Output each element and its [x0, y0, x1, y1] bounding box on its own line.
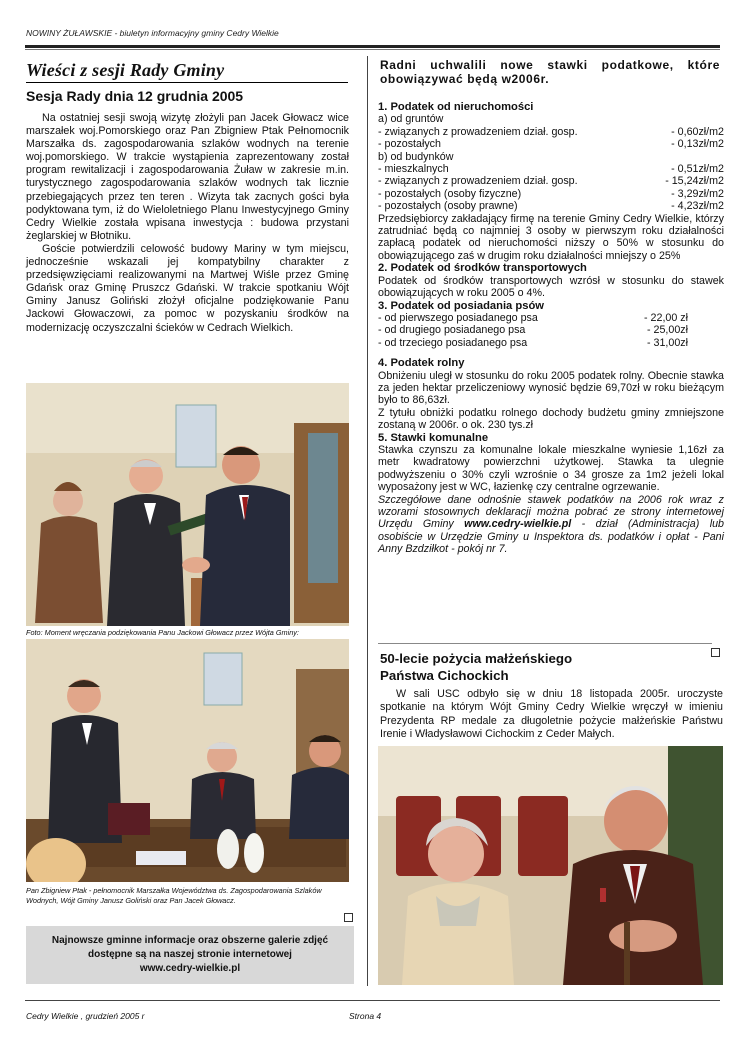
article-divider	[378, 643, 712, 644]
rate-label: - mieszkalnych	[378, 163, 449, 176]
rate-label: - związanych z prowadzeniem dział. gosp.	[378, 125, 578, 138]
tax4-text: Z tytułu obniżki podatku rolnego dochody budżetu gminy zmniejszone zostaną w 2006r. o ok. 230 tys.zł	[378, 406, 724, 432]
anniversary-article-body	[380, 688, 723, 741]
end-of-article-icon	[344, 913, 353, 922]
tax-rate-row	[378, 138, 724, 150]
tax1-sub-a: a) od gruntów	[378, 113, 444, 126]
photo-council-meeting	[26, 639, 349, 882]
rate-value: - 0,51zł/m2	[671, 163, 724, 176]
article-paragraph: Na ostatniej sesji swoją wizytę złożyli pan Jacek Głowacz wice marszałek woj.Pomorskiego oraz Pan Zbigniew Ptak Pełnomocnik Marszałka ds. zagospodarowania szlaków wodnych na terenie woj.pomorskiego. W trakcie wystąpienia zaprezentowany został program rewitalizacji i zagospodarowania Żuław w zakresie m.in. turystycznego zagospodarowania szlaków wodnych tak licznie przebiegających przez ten teren . Wizyta tak zacnych gości była podyktowana tym, iż do Wieloletniego Planu Inwestycyjnego Gminy Cedry Wielkie została wpisana inwestycja : budowa przystani żeglarskiej w Błotniku.	[26, 112, 349, 242]
website-promo-box	[26, 926, 354, 984]
anniversary-article-title	[380, 650, 572, 684]
rate-label: - pozostałych	[378, 138, 441, 151]
tax-rate-row	[378, 126, 724, 138]
tax2-heading: 2. Podatek od środków transportowych	[378, 262, 587, 275]
header-rule	[25, 45, 720, 48]
website-link[interactable]: www.cedry-wielkie.pl	[139, 963, 241, 974]
rate-value: - 0,13zł/m2	[671, 138, 724, 151]
tax2-text: Podatek od środków transportowych wzrósł w stosunku do stawek obowiązujących w roku 2005 o 4%.	[378, 274, 724, 300]
tax-rate-row	[378, 163, 724, 175]
header-rule-thin	[25, 49, 720, 50]
tax5-text: Stawka czynszu za komunalne lokale mieszkalne wyniesie 1,16zł za metr kwadratowy powierzchni użytkowej. Stawka ta ulegnie podwyższeniu o 30% czyli wzrośnie o 34 grosze za 1m2 jeżeli lokal wyposażony jest w WC, łazienkę czy centralne ogrzewanie.	[378, 443, 724, 494]
tax3-heading: 3. Podatek od posiadania psów	[378, 299, 544, 312]
photo2-caption: Pan Zbigniew Ptak - pełnomocnik Marszałka Województwa ds. Zagospodarowania Szlaków Wodnych, Wójt Gminy Janusz Goliński oraz Pan Jacek Głowacz.	[26, 886, 322, 905]
promo-line: Najnowsze gminne informacje oraz obszerne galerie zdjęć	[51, 935, 329, 946]
tax-rate-row	[378, 200, 724, 212]
rate-label: - od pierwszego posiadanego psa	[378, 311, 538, 324]
rate-value: - 0,60zł/m2	[671, 125, 724, 138]
article-paragraph: Goście potwierdzili celowość budowy Mariny w tym miejscu, jednocześnie wskazali jej kompatybilny charakter z przedsięwzięciami realizowanymi na Martwej Wiśle przez Gminę Gdańsk oraz Gminę Pruszcz Gdański. W trakcie spotkaniu Wójt Gminy Janusz Goliński złożył oficjalne podziękowanie Panu Jackowi Głowaczowi, za pomoc w pozyskaniu środków na modernizację oczyszczalni ścieków w Cedrach Wielkich.	[26, 242, 349, 334]
rate-value: - 22,00 zł	[644, 311, 688, 324]
newsletter-header: NOWINY ŻUŁAWSKIE - biuletyn informacyjny gminy Cedry Wielkie	[26, 28, 279, 38]
rate-label: - związanych z prowadzeniem dział. gosp.	[378, 175, 578, 188]
end-of-article-icon	[711, 648, 720, 657]
tax-rate-row	[378, 324, 724, 336]
rate-label: - pozostałych (osoby fizyczne)	[378, 187, 522, 200]
page-number: Strona 4	[349, 1011, 382, 1021]
promo-line: dostępne są na naszej stronie internetowej	[88, 949, 292, 960]
rate-value: - 15,24zł/m2	[665, 175, 724, 188]
title-line: Państwa Cichockich	[380, 668, 509, 683]
tax5-heading: 5. Stawki komunalne	[378, 431, 489, 444]
details-text: Szczegółowe dane odnośnie stawek podatków na 2006 rok wraz z wzorami stosownych deklaracji można pobrać ze strony internetowej Urzędu Gminy	[378, 493, 724, 531]
article-paragraph: W sali USC odbyło się w dniu 18 listopada 2005r. uroczyste spotkanie na którym Wójt Gminy Cedry Wielkie wręczył w imieniu Prezydenta RP medale za długoletnie pożycie małżeńskie Państwu Irenie i Władysławowi Cichockim z Ceder Małych.	[380, 688, 723, 740]
rate-label: - od drugiego posiadanego psa	[378, 324, 526, 337]
photo-anniversary-couple	[378, 746, 723, 985]
tax-rate-row	[378, 337, 724, 349]
rate-value: - 25,00zł	[647, 324, 688, 337]
tax-details-note	[378, 494, 724, 556]
tax-article-body	[378, 101, 724, 556]
rate-value: - 3,29zł/m2	[671, 187, 724, 200]
section-title: Wieści z sesji Rady Gminy	[26, 60, 225, 80]
rate-label: - pozostałych (osoby prawne)	[378, 200, 518, 213]
rate-label: - od trzeciego posiadanego psa	[378, 336, 528, 349]
tax-article-title: Radni uchwalili nowe stawki podatkowe, które obowiązywać będą w2006r.	[380, 58, 720, 86]
tax-rate-row	[378, 188, 724, 200]
photo-award-image	[26, 383, 349, 626]
photo-award-handshake	[26, 383, 349, 626]
tax-rate-row	[378, 175, 724, 187]
photo-meeting-image	[26, 639, 349, 882]
tax1-sub-b: b) od budynków	[378, 150, 454, 163]
photo1-caption: Foto: Moment wręczania podziękowania Panu Jackowi Głowacz przez Wójta Gminy:	[26, 628, 299, 637]
column-divider	[367, 56, 368, 986]
article-title: Sesja Rady dnia 12 grudnia 2005	[26, 88, 244, 104]
tax4-text: Obniżeniu uległ w stosunku do roku 2005 podatek rolny. Obecnie stawka za jeden hektar przeliczeniowy wynosić będzie 69,70zł w roku bieżącym było to 86,63zł.	[378, 369, 724, 407]
rate-value: - 4,23zł/m2	[671, 200, 724, 213]
footer-date: Cedry Wielkie , grudzień 2005 r	[26, 1011, 145, 1021]
tax-rate-row	[378, 312, 724, 324]
photo-couple-image	[378, 746, 723, 985]
session-article-body	[26, 112, 349, 335]
website-link[interactable]: www.cedry-wielkie.pl	[464, 518, 572, 531]
section-rule	[26, 82, 348, 83]
footer-rule	[25, 1000, 720, 1001]
title-line: 50-lecie pożycia małżeńskiego	[380, 651, 573, 666]
tax4-heading: 4. Podatek rolny	[378, 357, 465, 370]
details-text: - dział (Administracja) lub osobiście w Urzędzie Gminy u Inspektora ds. podatków i opłat - Pani Anny Bzdziłkot - pokój nr 7.	[378, 518, 724, 556]
tax1-heading: 1. Podatek od nieruchomości	[378, 101, 534, 113]
rate-value: - 31,00zł	[647, 336, 688, 349]
tax1-note: Przedsiębiorcy zakładający firmę na terenie Gminy Cedry Wielkie, którzy zatrudniać będą co najmniej 3 osoby w pierwszym roku działalności zapłacą podatek od nieruchomości niższy o 50% w stosunku do obowiązującego zaś w drugim roku działalności mniejszy o 25%	[378, 212, 724, 262]
